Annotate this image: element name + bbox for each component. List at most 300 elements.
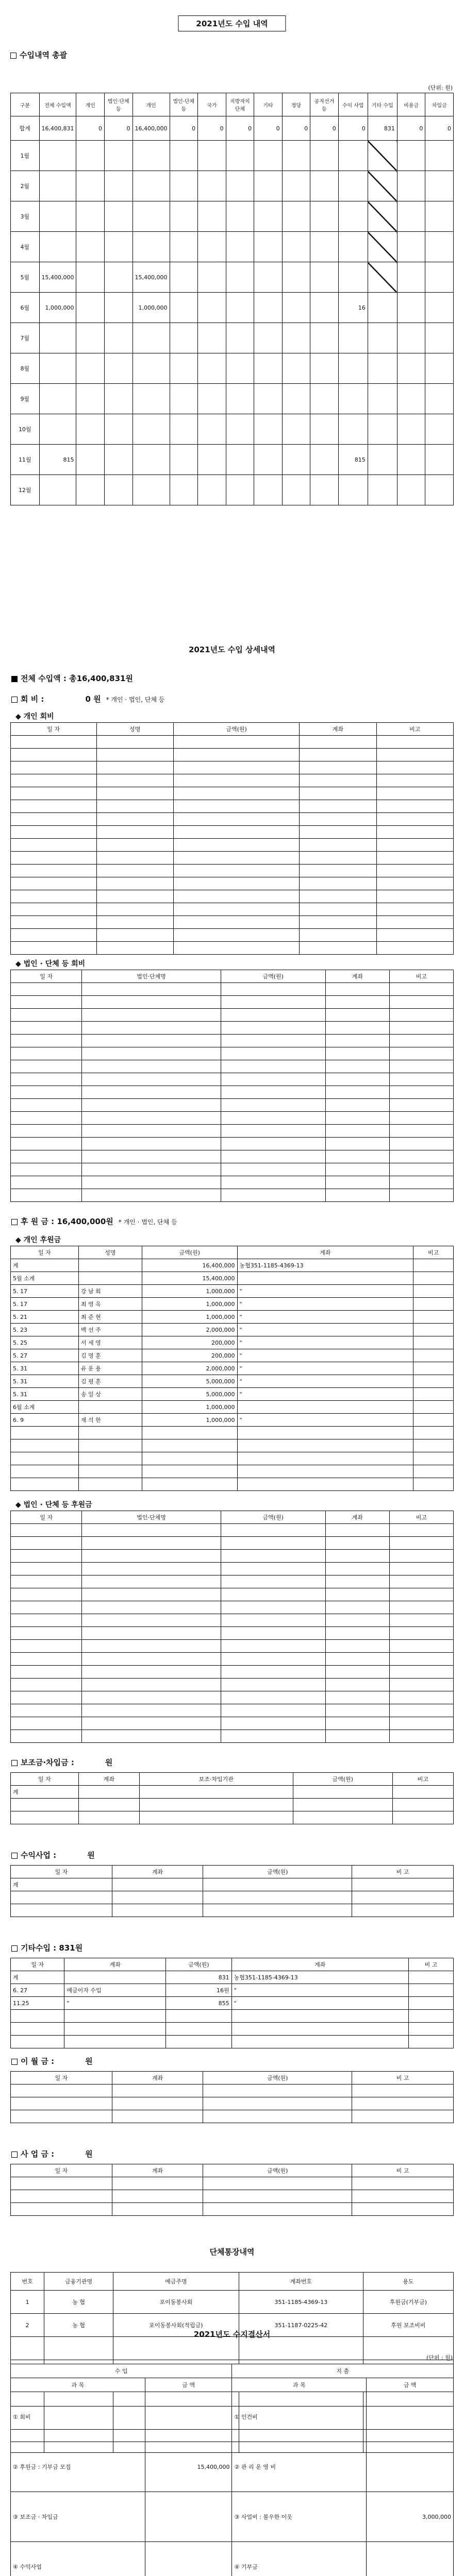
table-cell: 예금이자 수입 — [64, 1984, 166, 1997]
table-cell — [408, 1971, 453, 1984]
month-cell — [254, 414, 283, 445]
table-cell — [82, 1679, 221, 1691]
column-header: 비 고 — [352, 1866, 454, 1878]
month-cell — [132, 353, 170, 384]
table-cell — [11, 1060, 82, 1073]
header-row — [11, 2364, 454, 2378]
table-cell — [413, 1388, 454, 1401]
table-cell — [166, 2023, 232, 2036]
table-cell — [413, 1336, 454, 1349]
table-cell — [112, 2110, 203, 2123]
month-cell — [310, 475, 339, 505]
table-cell — [300, 865, 376, 877]
month-cell — [39, 171, 76, 201]
column-header: 일 자 — [11, 723, 97, 736]
table-cell — [408, 2010, 453, 2023]
month-cell — [132, 201, 170, 232]
table-cell — [376, 813, 453, 826]
empty-row — [11, 2190, 454, 2203]
month-cell — [425, 414, 454, 445]
table-cell — [173, 761, 299, 774]
table-cell — [413, 1401, 454, 1414]
empty-row — [11, 761, 454, 774]
table-cell — [173, 852, 299, 865]
empty-row — [11, 2010, 454, 2023]
header-row — [11, 1511, 454, 1524]
table-cell — [325, 1601, 389, 1614]
total-cell: 0 — [282, 116, 310, 141]
month-cell — [397, 384, 425, 414]
table-cell: 계 — [11, 1259, 79, 1272]
table-cell: 서 세 영 — [78, 1336, 142, 1349]
table-cell — [413, 1478, 454, 1491]
month-cell — [198, 171, 226, 201]
table-cell: 2,000,000 — [142, 1324, 237, 1336]
table-cell — [11, 1640, 82, 1653]
empty-row — [11, 1478, 454, 1491]
month-row — [11, 475, 454, 505]
month-cell — [226, 384, 254, 414]
month-cell — [425, 232, 454, 262]
income-header: 수 입 — [11, 2364, 232, 2378]
column-header: 금 액 — [145, 2378, 232, 2392]
square-bullet-icon — [11, 697, 18, 703]
month-cell — [170, 293, 198, 323]
empty-row — [11, 1588, 454, 1601]
table-cell — [82, 1601, 221, 1614]
table-cell — [376, 736, 453, 749]
month-cell — [226, 323, 254, 353]
table-cell — [82, 1537, 221, 1550]
month-cell — [39, 232, 76, 262]
header-row — [11, 970, 454, 983]
table-cell — [376, 852, 453, 865]
table-cell — [11, 813, 97, 826]
sponsor-row — [11, 1388, 454, 1401]
table-cell — [11, 877, 97, 890]
column-header: 일 자 — [11, 1511, 82, 1524]
header-row — [11, 2072, 454, 2084]
table-cell — [325, 1588, 389, 1601]
other-row — [11, 1971, 454, 1984]
table-cell — [203, 2084, 352, 2097]
header-row — [11, 2273, 454, 2291]
table-cell — [221, 1640, 325, 1653]
table-cell — [82, 1047, 221, 1060]
month-cell — [368, 475, 397, 505]
month-cell — [76, 201, 105, 232]
table-cell: " — [237, 1298, 413, 1311]
table-cell: 농 협 — [44, 2291, 113, 2314]
empty-row — [11, 749, 454, 761]
table-cell — [389, 1150, 453, 1163]
table-cell — [11, 1799, 79, 1811]
table-cell: 2 — [11, 2314, 44, 2337]
month-cell — [282, 323, 310, 353]
table-cell — [96, 800, 173, 813]
table-cell — [325, 1550, 389, 1563]
month-cell — [338, 414, 368, 445]
empty-row — [11, 736, 454, 749]
column-header: 금융기관명 — [44, 2273, 113, 2291]
empty-row — [11, 1138, 454, 1150]
column-header: 법인·단체명 — [82, 970, 221, 983]
table-cell — [11, 942, 97, 955]
table-cell — [237, 1427, 413, 1439]
month-cell — [425, 171, 454, 201]
page-title: 2021년도 수입 내역 — [178, 15, 286, 31]
table-cell — [78, 1799, 139, 1811]
table-cell — [11, 2203, 112, 2216]
month-cell — [105, 171, 133, 201]
table-cell — [139, 1811, 293, 1824]
column-header: 법인·단체명 — [82, 1511, 221, 1524]
table-cell: " — [237, 1375, 413, 1388]
month-cell — [282, 384, 310, 414]
month-cell — [132, 323, 170, 353]
table-cell — [221, 996, 325, 1009]
total-cell: 0 — [338, 116, 368, 141]
table-cell — [221, 1022, 325, 1035]
month-cell — [254, 293, 283, 323]
sponsor-row — [11, 1324, 454, 1336]
table-cell — [325, 1524, 389, 1537]
month-cell — [105, 201, 133, 232]
table-cell — [96, 942, 173, 955]
month-cell — [425, 323, 454, 353]
month-cell — [39, 414, 76, 445]
month-cell — [226, 232, 254, 262]
empty-row — [11, 2097, 454, 2110]
column-header: 계좌 — [231, 1958, 408, 1971]
table-cell — [231, 2023, 408, 2036]
empty-row — [11, 839, 454, 852]
empty-row — [11, 929, 454, 942]
month-cell — [170, 414, 198, 445]
column-header: 금액(원) — [293, 1773, 392, 1786]
empty-row — [11, 1904, 454, 1917]
table-cell — [376, 903, 453, 916]
month-cell — [170, 141, 198, 171]
total-income-heading: 전체 수입액 : 총16,400,831원 — [11, 673, 133, 684]
column-header: 공직선거 등 — [310, 93, 339, 116]
month-cell — [76, 384, 105, 414]
month-cell — [254, 323, 283, 353]
table-cell — [389, 1537, 453, 1550]
month-cell — [338, 262, 368, 293]
header-row — [11, 723, 454, 736]
table-cell: " — [231, 1984, 408, 1997]
empty-row — [11, 1465, 454, 1478]
month-cell — [397, 353, 425, 384]
month-cell — [132, 232, 170, 262]
table-cell: 351-1185-4369-13 — [239, 2291, 363, 2314]
table-cell — [11, 1022, 82, 1035]
empty-row — [11, 1086, 454, 1099]
table-cell — [389, 1047, 453, 1060]
table-cell — [112, 2177, 203, 2190]
month-cell — [132, 475, 170, 505]
table-cell — [82, 1653, 221, 1666]
table-cell — [221, 1150, 325, 1163]
table-cell — [221, 983, 325, 996]
table-cell — [325, 1035, 389, 1047]
column-header: 수익 사업 — [338, 93, 368, 116]
table-cell — [325, 1060, 389, 1073]
table-cell — [376, 749, 453, 761]
month-cell — [198, 445, 226, 475]
table-cell — [221, 1189, 325, 1202]
month-cell — [397, 262, 425, 293]
table-cell — [389, 1550, 453, 1563]
month-cell — [282, 475, 310, 505]
month-cell — [254, 171, 283, 201]
table-cell: 1,000,000 — [142, 1285, 237, 1298]
table-cell: 16원 — [166, 1984, 232, 1997]
month-cell — [425, 262, 454, 293]
column-header: 예금주명 — [113, 2273, 239, 2291]
table-cell — [376, 916, 453, 929]
column-header: 금액(원) — [173, 723, 299, 736]
table-cell: " — [231, 1997, 408, 2010]
table-cell — [221, 1679, 325, 1691]
month-cell — [39, 475, 76, 505]
table-cell — [300, 890, 376, 903]
table-cell — [11, 749, 97, 761]
sponsor-corp-heading: ◆ 법인 · 단체 등 후원금 — [15, 1501, 92, 1509]
month-label: 10월 — [11, 414, 40, 445]
month-cell — [310, 323, 339, 353]
month-cell — [368, 171, 397, 201]
empty-row — [11, 787, 454, 800]
column-header: 금액(원) — [221, 1511, 325, 1524]
table-cell — [221, 1047, 325, 1060]
column-header: 일 자 — [11, 2072, 112, 2084]
table-cell — [389, 1022, 453, 1035]
table-cell: 5. 21 — [11, 1311, 79, 1324]
empty-row — [11, 1452, 454, 1465]
month-cell — [132, 171, 170, 201]
table-cell — [237, 1272, 413, 1285]
table-cell — [142, 1439, 237, 1452]
table-cell — [389, 1614, 453, 1627]
table-cell — [11, 1125, 82, 1138]
table-cell — [221, 1112, 325, 1125]
table-cell — [11, 1588, 82, 1601]
sponsor-row — [11, 1401, 454, 1414]
month-cell — [76, 323, 105, 353]
table-cell — [413, 1285, 454, 1298]
empty-row — [11, 1730, 454, 1743]
table-cell — [389, 1524, 453, 1537]
month-cell: 1,000,000 — [39, 293, 76, 323]
expense-header: 지 출 — [232, 2364, 454, 2378]
table-cell — [221, 1086, 325, 1099]
table-cell — [96, 890, 173, 903]
table-cell: 5. 31 — [11, 1375, 79, 1388]
month-row — [11, 414, 454, 445]
table-cell — [237, 1465, 413, 1478]
column-header: 구분 — [11, 93, 40, 116]
table-cell — [173, 865, 299, 877]
table-cell: 11.25 — [11, 1997, 64, 2010]
table-cell: 5. 31 — [11, 1362, 79, 1375]
empty-row — [11, 826, 454, 839]
table-cell — [325, 1679, 389, 1691]
table-cell — [221, 1563, 325, 1575]
table-cell — [325, 1112, 389, 1125]
column-header: 과 목 — [232, 2378, 367, 2392]
table-cell — [11, 1537, 82, 1550]
total-cell: 0 — [310, 116, 339, 141]
month-row — [11, 353, 454, 384]
table-cell — [221, 1601, 325, 1614]
table-cell — [11, 736, 97, 749]
table-cell — [82, 1009, 221, 1022]
month-cell — [198, 232, 226, 262]
table-cell: ① 회비 — [11, 2392, 145, 2442]
table-cell — [325, 1691, 389, 1704]
table-cell — [325, 1073, 389, 1086]
table-cell — [352, 1878, 454, 1891]
column-header: 비 고 — [408, 1958, 453, 1971]
table-cell: 855 — [166, 1997, 232, 2010]
empty-row — [11, 1811, 454, 1824]
empty-row — [11, 1537, 454, 1550]
table-cell: ② 관 리 운 영 비 — [232, 2442, 367, 2492]
table-cell — [82, 1086, 221, 1099]
table-cell: " — [237, 1336, 413, 1349]
table-cell — [221, 1627, 325, 1640]
column-header: 비 고 — [352, 2164, 454, 2177]
table-cell — [11, 852, 97, 865]
empty-row — [11, 1125, 454, 1138]
table-cell — [96, 865, 173, 877]
table-cell — [11, 1427, 79, 1439]
table-cell — [82, 996, 221, 1009]
empty-row — [11, 774, 454, 787]
square-bullet-icon — [11, 2151, 18, 2158]
month-cell — [170, 384, 198, 414]
table-cell: 5. 31 — [11, 1388, 79, 1401]
sponsor-personal-heading: ◆ 개인 후원금 — [15, 1236, 61, 1244]
subsidy-table — [10, 1772, 454, 1824]
table-cell: " — [237, 1311, 413, 1324]
month-cell — [368, 445, 397, 475]
column-header: 보조·차입기관 — [139, 1773, 293, 1786]
table-cell — [237, 1452, 413, 1465]
empty-row — [11, 903, 454, 916]
empty-row — [11, 1601, 454, 1614]
table-cell — [82, 1717, 221, 1730]
empty-row — [11, 1112, 454, 1125]
table-cell — [389, 1627, 453, 1640]
table-cell — [173, 916, 299, 929]
other-income-table — [10, 1958, 454, 2048]
column-header: 계좌 — [112, 1866, 203, 1878]
table-cell — [221, 1691, 325, 1704]
table-cell: 6. 9 — [11, 1414, 79, 1427]
table-cell — [112, 1891, 203, 1904]
table-cell — [82, 1189, 221, 1202]
empty-row — [11, 983, 454, 996]
table-cell — [112, 2203, 203, 2216]
month-label: 8월 — [11, 353, 40, 384]
month-cell — [39, 384, 76, 414]
column-header: 비고 — [376, 723, 453, 736]
column-header: 계좌 — [325, 970, 389, 983]
table-cell — [293, 1786, 392, 1799]
table-cell — [11, 903, 97, 916]
table-cell — [11, 1465, 79, 1478]
table-cell — [221, 1073, 325, 1086]
table-cell: 351-1187-0225-42 — [239, 2314, 363, 2337]
month-cell — [310, 293, 339, 323]
empty-row — [11, 1073, 454, 1086]
month-cell — [368, 384, 397, 414]
month-cell — [338, 384, 368, 414]
table-cell: 1,000,000 — [142, 1401, 237, 1414]
empty-row — [11, 1176, 454, 1189]
month-cell — [39, 353, 76, 384]
month-cell — [198, 201, 226, 232]
table-cell — [376, 839, 453, 852]
table-cell — [221, 1176, 325, 1189]
table-cell — [392, 1799, 453, 1811]
settlement-unit: (단위 : 원) — [426, 2354, 453, 2361]
empty-row — [11, 1627, 454, 1640]
table-cell — [392, 1811, 453, 1824]
table-cell: 최 영 옥 — [78, 1298, 142, 1311]
table-cell: 15,400,000 — [142, 1272, 237, 1285]
fee-heading: 회 비 : 0 원 * 개인 · 법인, 단체 등 — [11, 693, 164, 704]
table-cell — [82, 1691, 221, 1704]
table-cell — [78, 1427, 142, 1439]
header-row — [11, 1773, 454, 1786]
fee-corp-heading: ◆ 법인 · 단체 등 회비 — [15, 960, 86, 968]
month-cell — [397, 201, 425, 232]
table-cell — [352, 2097, 454, 2110]
table-cell — [96, 813, 173, 826]
table-cell — [96, 761, 173, 774]
table-cell — [82, 1575, 221, 1588]
table-cell — [11, 996, 82, 1009]
sponsor-personal-table — [10, 1246, 454, 1491]
table-cell — [389, 1704, 453, 1717]
table-cell — [173, 877, 299, 890]
table-cell: ④ 수익사업 — [11, 2542, 145, 2576]
month-row — [11, 232, 454, 262]
square-bullet-icon — [11, 1945, 18, 1952]
table-cell: 200,000 — [142, 1336, 237, 1349]
table-cell — [78, 1452, 142, 1465]
table-cell: 3,000,000 — [367, 2492, 454, 2542]
month-row — [11, 384, 454, 414]
total-cell: 합계 — [11, 116, 40, 141]
table-cell: 최 준 현 — [78, 1311, 142, 1324]
month-label: 5월 — [11, 262, 40, 293]
table-cell — [11, 2023, 64, 2036]
table-cell — [11, 2010, 64, 2023]
table-cell — [237, 1401, 413, 1414]
column-header: 개인 — [132, 93, 170, 116]
month-cell — [76, 293, 105, 323]
table-cell — [11, 787, 97, 800]
table-cell — [82, 1524, 221, 1537]
table-cell — [221, 1730, 325, 1743]
total-cell: 0 — [425, 116, 454, 141]
table-cell: 5월 소계 — [11, 1272, 79, 1285]
